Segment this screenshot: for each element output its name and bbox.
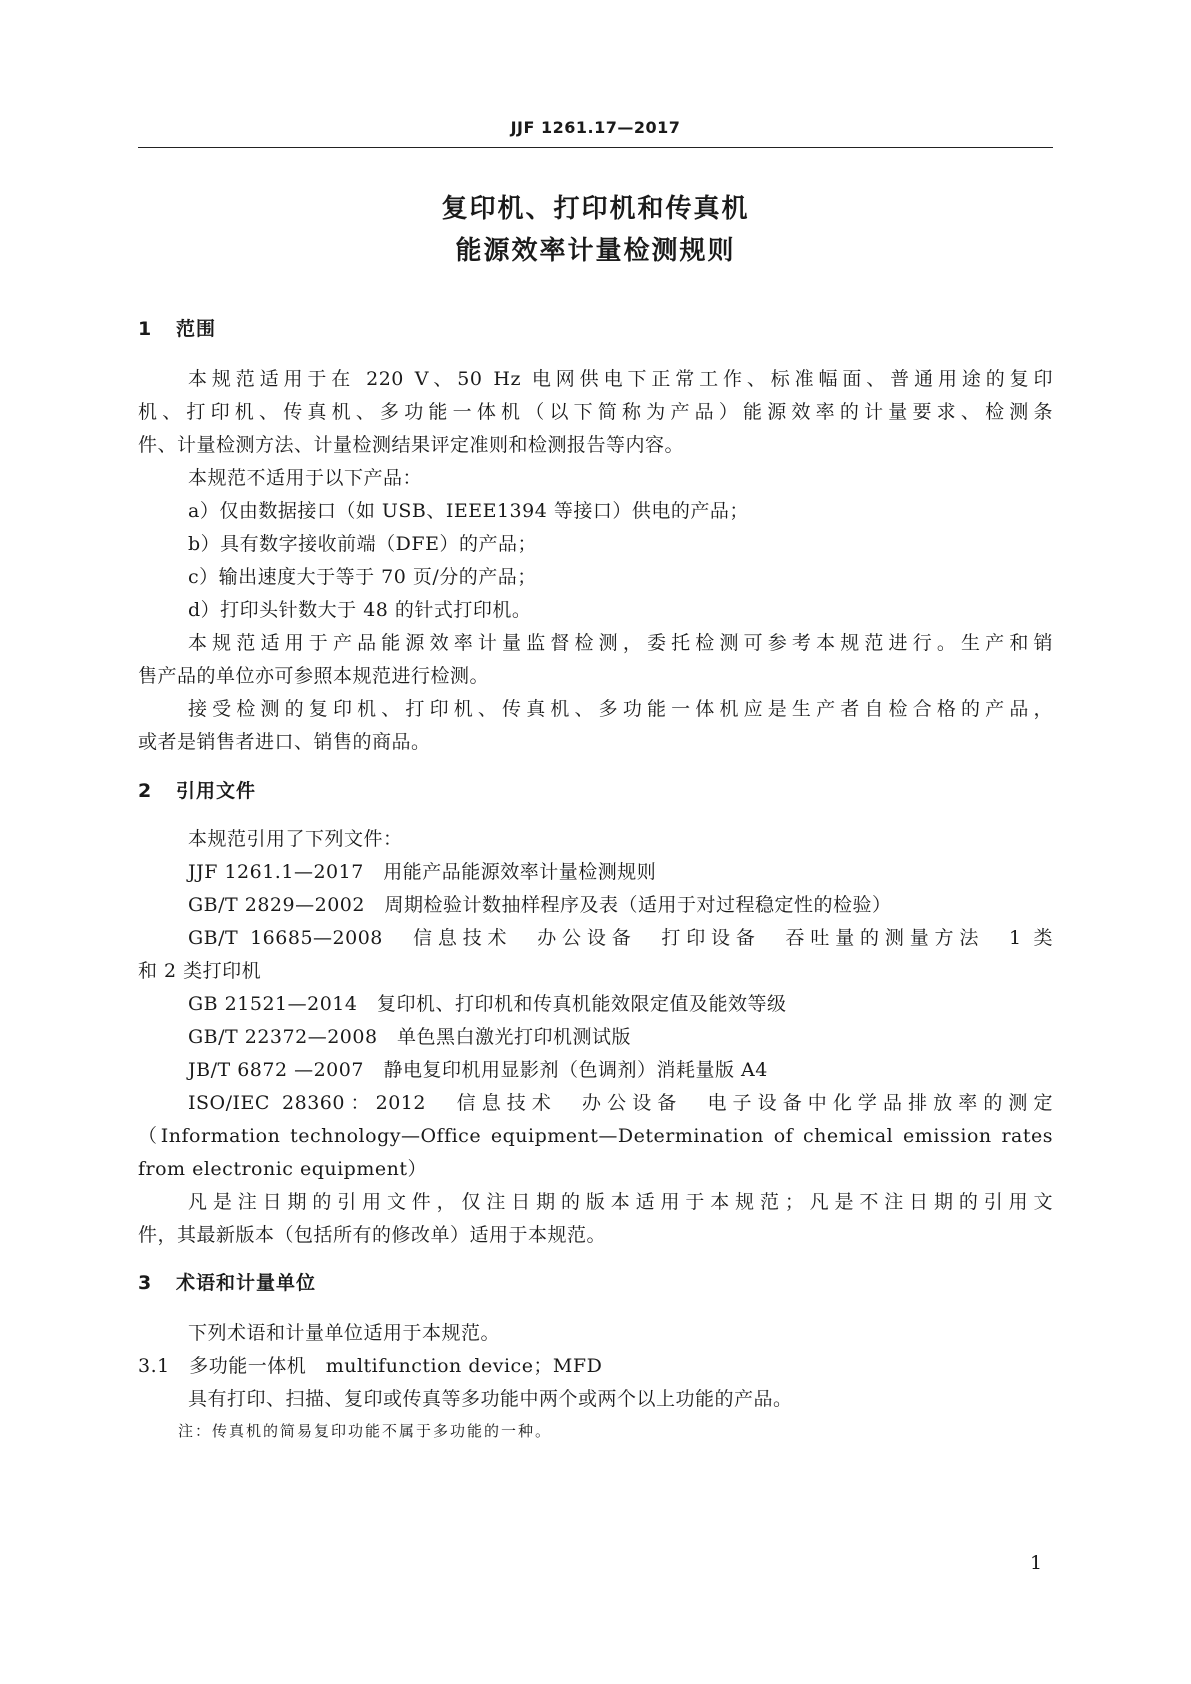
- section-title: 术语和计量单位: [176, 1272, 317, 1294]
- paragraph-line: 本规范引用了下列文件：: [188, 828, 403, 850]
- reference-item: GB 21521—2014 复印机、打印机和传真机能效限定值及能效等级: [188, 993, 787, 1015]
- section-number: 1: [138, 318, 153, 340]
- reference-item: JJF 1261.1—2017 用能产品能源效率计量检测规则: [188, 861, 657, 883]
- page-number: 1: [1030, 1552, 1043, 1574]
- section-title: 范围: [176, 318, 217, 340]
- paragraph-line: 机、打印机、传真机、多功能一体机（以下简称为产品）能源效率的计量要求、检测条: [138, 401, 1053, 423]
- reference-item: ISO/IEC 28360：2012 信息技术 办公设备 电子设备中化学品排放率的测定: [188, 1092, 1053, 1114]
- paragraph-line: 件，其最新版本（包括所有的修改单）适用于本规范。: [138, 1224, 607, 1246]
- reference-item: 和 2 类打印机: [138, 960, 262, 982]
- header-rule: [138, 147, 1053, 148]
- paragraph-line: 下列术语和计量单位适用于本规范。: [188, 1322, 501, 1344]
- paragraph-line: 本规范不适用于以下产品：: [188, 467, 423, 489]
- reference-item: JB/T 6872 —2007 静电复印机用显影剂（色调剂）消耗量版 A4: [188, 1059, 768, 1081]
- reference-item: from electronic equipment）: [138, 1158, 427, 1180]
- paragraph-line: 接受检测的复印机、打印机、传真机、多功能一体机应是生产者自检合格的产品，: [188, 698, 1053, 720]
- term-definition: 具有打印、扫描、复印或传真等多功能中两个或两个以上功能的产品。: [188, 1388, 793, 1410]
- reference-item: GB/T 16685—2008 信息技术 办公设备 打印设备 吞吐量的测量方法 1 类: [188, 927, 1053, 949]
- section-number: 2: [138, 780, 153, 802]
- list-item: c）输出速度大于等于 70 页/分的产品；: [188, 566, 537, 588]
- note: 注：传真机的简易复印功能不属于多功能的一种。: [178, 1422, 553, 1440]
- list-item: b）具有数字接收前端（DFE）的产品；: [188, 533, 537, 555]
- paragraph-line: 件、计量检测方法、计量检测结果评定准则和检测报告等内容。: [138, 434, 685, 456]
- paragraph-line: 本规范适用于在 220 V、50 Hz 电网供电下正常工作、标准幅面、普通用途的复印: [188, 368, 1053, 390]
- paragraph-line: 售产品的单位亦可参照本规范进行检测。: [138, 665, 490, 687]
- section-number: 3: [138, 1272, 153, 1294]
- section-title: 引用文件: [176, 780, 257, 802]
- section-2-heading: [138, 776, 256, 803]
- document-title-line2: 能源效率计量检测规则: [455, 236, 736, 266]
- document-code-header: JJF 1261.17—2017: [510, 118, 681, 137]
- paragraph-line: 或者是销售者进口、销售的商品。: [138, 731, 431, 753]
- list-item: d）打印头针数大于 48 的针式打印机。: [188, 599, 532, 621]
- term-heading: 3.1 多功能一体机 multifunction device；MFD: [138, 1355, 603, 1377]
- section-3-heading: [138, 1268, 316, 1295]
- paragraph-line: 凡是注日期的引用文件，仅注日期的版本适用于本规范；凡是不注日期的引用文: [188, 1191, 1053, 1213]
- reference-item: GB/T 22372—2008 单色黑白激光打印机测试版: [188, 1026, 632, 1048]
- document-title-line1: 复印机、打印机和传真机: [441, 194, 750, 224]
- reference-item: GB/T 2829—2002 周期检验计数抽样程序及表（适用于对过程稳定性的检验）: [188, 894, 892, 916]
- list-item: a）仅由数据接口（如 USB、IEEE1394 等接口）供电的产品；: [188, 500, 749, 522]
- section-1-heading: [138, 314, 216, 341]
- paragraph-line: 本规范适用于产品能源效率计量监督检测，委托检测可参考本规范进行。生产和销: [188, 632, 1053, 654]
- reference-item: （Information technology—Office equipment—Determination of chemical emission rates: [138, 1125, 1053, 1147]
